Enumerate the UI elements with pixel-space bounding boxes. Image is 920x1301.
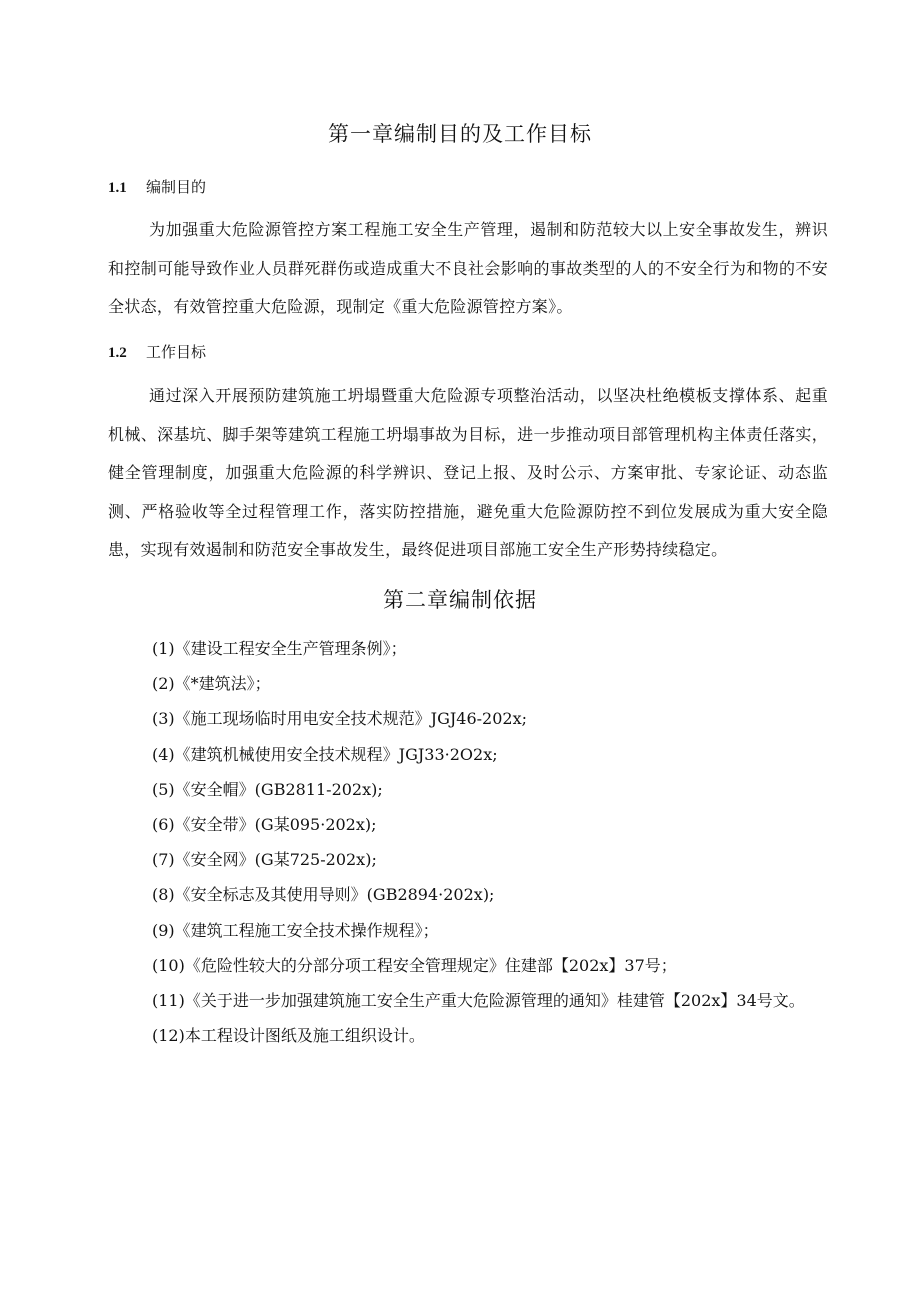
reference-item: (12)本工程设计图纸及施工组织设计。 [152,1026,425,1046]
reference-item: (8)《安全标志及其使用导则》(GB2894·202x); [152,885,495,905]
chapter-1-title: 第一章编制目的及工作目标 [328,122,592,146]
section-1-2-heading [108,341,206,362]
reference-item: (5)《安全帽》(GB2811-202x); [152,779,383,799]
reference-item: (4)《建筑机械使用安全技术规程》JGJ33·2O2x; [152,744,498,764]
section-1-2-title: 工作目标 [146,343,207,361]
section-1-2-paragraph: 通过深入开展预防建筑施工坍塌暨重大危险源专项整治活动，以坚决杜绝模板支撑体系、起重机械、深基坑、脚手架等建筑工程施工坍塌事故为目标，进一步推动项目部管理机构主体责任落实，健全管理制度，加强重大危险源的科学辨识、登记上报、及时公示、方案审批、专家论证、动态监测、严格验收等全过程管理工作，落实防控措施，避免重大危险源防控不到位发展成为重大安全隐患，实现有效遏制和防范安全事故发生，最终促进项目部施工安全生产形势持续稳定。 [108,386,828,559]
section-1-1-number: 1.1 [108,180,127,196]
reference-item: (7)《安全网》(G某725-202x); [152,850,377,870]
reference-item: (10)《危险性较大的分部分项工程安全管理规定》住建部【202x】37号； [152,955,677,975]
reference-item: (1)《建设工程安全生产管理条例》； [152,639,407,658]
section-1-1-title: 编制目的 [146,178,207,196]
section-1-2-number: 1.2 [108,345,127,361]
chapter-2-title: 第二章编制依据 [383,588,537,612]
section-1-1-paragraph: 为加强重大危险源管控方案工程施工安全生产管理，遏制和防范较大以上安全事故发生，辨识和控制可能导致作业人员群死群伤或造成重大不良社会影响的事故类型的人的不安全行为和物的不安全状态，有效管控重大危险源，现制定《重大危险源管控方案》。 [108,220,828,316]
reference-item: (3)《施工现场临时用电安全技术规范》JGJ46-202x; [152,709,527,729]
reference-item: (11)《关于进一步加强建筑施工安全生产重大危险源管理的通知》桂建管【202x】34号文。 [152,990,805,1010]
reference-item: (2)《*建筑法》； [152,674,271,694]
section-1-1-heading [108,176,206,197]
reference-list [152,631,805,1053]
reference-item: (6)《安全带》(G某095·202x); [152,814,377,834]
reference-item: (9)《建筑工程施工安全技术操作规程》； [152,920,439,940]
